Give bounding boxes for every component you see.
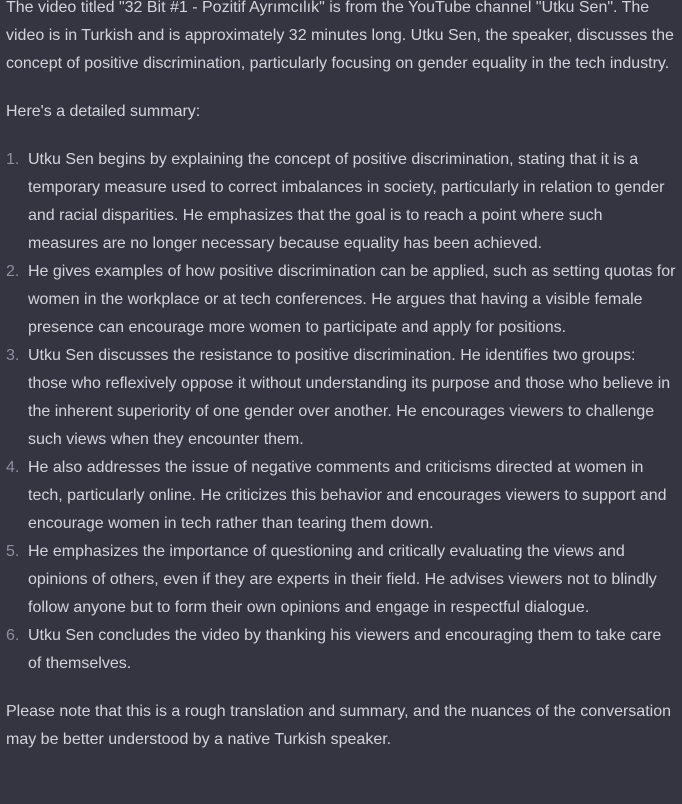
list-item-text: He also addresses the issue of negative comments and criticisms directed at women in tech, particularly online. He criticizes this behavior and encourages viewers to support and encourage women in tech rather than tearing them down.	[28, 459, 667, 532]
list-item-number: 4.	[6, 459, 20, 476]
list-item-text: Utku Sen discusses the resistance to positive discrimination. He identifies two groups: those who reflexively oppose it without understanding its purpose and those who believe in the inherent superiority of one gender over another. He encourages viewers to challenge such views when they encounter them.	[28, 347, 671, 448]
summary-lead: Here's a detailed summary:	[6, 103, 201, 120]
list-item-number: 5.	[6, 543, 20, 560]
list-item	[6, 342, 676, 454]
list-item-text: He gives examples of how positive discrimination can be applied, such as setting quotas for women in the workplace or at tech conferences. He argues that having a visible female presence can encourage more women to participate and apply for positions.	[28, 263, 676, 336]
list-item-text: Utku Sen concludes the video by thanking his viewers and encouraging them to take care of themselves.	[28, 627, 662, 672]
list-item-number: 2.	[6, 263, 20, 280]
intro-paragraph: The video titled "32 Bit #1 - Pozitif Ayrımcılık" is from the YouTube channel "Utku Sen". The video is in Turkish and is approximately 32 minutes long. Utku Sen, the speaker, discusses the concept of positive discrimination, particularly focusing on gender equality in the tech industry.	[6, 0, 674, 72]
list-item	[6, 454, 676, 538]
list-item-number: 3.	[6, 347, 20, 364]
list-item	[6, 146, 676, 258]
summary-list	[6, 146, 676, 678]
list-item-number: 6.	[6, 627, 20, 644]
list-item	[6, 538, 676, 622]
closing-paragraph: Please note that this is a rough translation and summary, and the nuances of the conversation may be better understood by a native Turkish speaker.	[6, 703, 671, 748]
list-item	[6, 622, 676, 678]
list-item	[6, 258, 676, 342]
list-item-text: He emphasizes the importance of questioning and critically evaluating the views and opinions of others, even if they are experts in their field. He advises viewers not to blindly follow anyone but to form their own opinions and engage in respectful dialogue.	[28, 543, 657, 616]
list-item-text: Utku Sen begins by explaining the concept of positive discrimination, stating that it is a temporary measure used to correct imbalances in society, particularly in relation to gender and racial disparities. He emphasizes that the goal is to reach a point where such measures are no longer necessary because equality has been achieved.	[28, 151, 665, 252]
list-item-number: 1.	[6, 151, 20, 168]
